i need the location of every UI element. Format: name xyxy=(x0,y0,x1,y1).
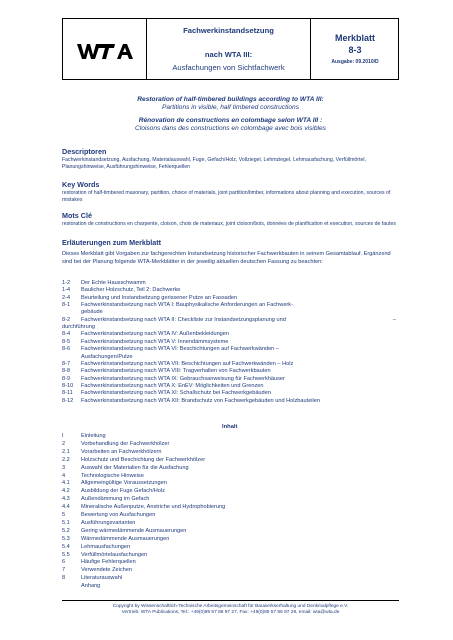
reference-number: 8-7 xyxy=(62,360,71,367)
toc-text: Mineralische Außenputze, Anstriche und Hydrophobierung xyxy=(81,504,226,511)
title-cell xyxy=(147,19,311,79)
title-en xyxy=(62,96,399,112)
reference-number: 8-11 xyxy=(62,390,73,397)
toc-text: Vorarbeiten an Fachwerkhölzern xyxy=(81,448,162,455)
header-title-line1: Fachwerkinstandsetzung xyxy=(183,26,274,35)
reference-row xyxy=(62,376,402,383)
mots-heading: Mots Clé xyxy=(62,211,92,220)
toc-text: Wärmedämmende Ausmauerungen xyxy=(81,535,170,542)
ausgabe-label: Ausgabe: 09.2010/D xyxy=(331,59,379,65)
toc-number: 4.3 xyxy=(62,496,70,503)
reference-row xyxy=(62,295,402,302)
toc-text: Lehmausfachungen xyxy=(81,543,131,550)
reference-row xyxy=(62,383,402,390)
reference-row xyxy=(62,280,402,287)
reference-text: Fachwerkinstandsetzung nach WTA VIII: Tragverhalten von Fachwerkbauten xyxy=(81,368,271,375)
merkblatt-label: Merkblatt xyxy=(334,33,375,43)
toc-number: 2 xyxy=(62,440,66,447)
reference-text: Ausfachungen/Putze xyxy=(81,353,133,360)
title-fr-sub: Cloisons dans des constructions en colombage avec bois visibles xyxy=(135,125,326,132)
reference-text: Fachwerkinstandsetzung nach WTA XI: Schallschutz bei Fachwerkgebäuden xyxy=(81,390,271,397)
header-title-line3: Ausfachungen von Sichtfachwerk xyxy=(172,63,285,72)
reference-row xyxy=(62,324,402,331)
toc-number: 4.4 xyxy=(62,504,70,511)
toc-number: 2.2 xyxy=(62,456,70,463)
reference-text: Fachwerkinstandsetzung nach WTA IX: Gebrauchsanweisung für Fachwerkhäuser xyxy=(81,375,285,382)
toc-number: 5.4 xyxy=(62,543,70,550)
toc-number: 3 xyxy=(62,464,66,471)
reference-row xyxy=(62,287,402,294)
reference-row xyxy=(62,339,402,346)
reference-text: Fachwerkinstandsetzung nach WTA I: Bauphysikalische Anforderungen an Fachwerk- xyxy=(81,302,293,309)
descriptoren-heading: Descriptoren xyxy=(62,147,107,156)
toc-text: Einleitung xyxy=(81,433,106,439)
toc-text: Verfüllmörtelausfachungen xyxy=(81,551,148,558)
reference-number: 8-2 xyxy=(62,316,71,323)
reference-dash: – xyxy=(392,316,396,323)
erlaeuterungen-heading: Erläuterungen zum Merkblatt xyxy=(62,238,162,247)
descriptoren-text: Fachwerkinstandsetzung, Ausfachung, Materialauswahl, Fuge, Gefach/Holz, Vollziegel, Lehmziegel, Lehmausfachung, Verfüllmörtel, Planungshinweise, Ausführungshinweise, Fehlerquellen xyxy=(62,157,366,170)
reference-number: 8-8 xyxy=(62,368,71,375)
header-title-line2: nach WTA III: xyxy=(204,50,253,59)
footer-copyright: Copyright by Wissenschaftlich-Technische Arbeitsgemeinschaft für Bauwerkserhaltung und Denkmalpflege e.V. xyxy=(112,604,349,609)
reference-row xyxy=(62,317,402,324)
toc-text: Gering wärmedämmende Ausmauerungen xyxy=(81,527,187,534)
reference-text: Fachwerkinstandsetzung nach WTA VII: Beschichtungen auf Fachwerkwänden – Holz xyxy=(81,360,294,367)
reference-text: Baulicher Holzschutz, Teil 2: Dachwerke xyxy=(81,287,181,294)
reference-text: Fachwerkinstandsetzung nach WTA II: Checkliste zur Instandsetzungsplanung und xyxy=(81,316,286,323)
toc-number: 6 xyxy=(62,559,66,566)
toc-number: 4.2 xyxy=(62,488,70,495)
title-en-bold: Restoration of half-timbered buildings according to WTA III: xyxy=(137,96,324,103)
reference-text: durchführung xyxy=(62,324,95,331)
toc-text: Vorbehandlung der Fachwerkhölzer xyxy=(81,440,170,447)
toc-text: Allgemeingültige Voraussetzungen xyxy=(81,480,167,487)
merkblatt-number: 8-3 xyxy=(348,45,362,55)
toc-text: Häufige Fehlerquellen xyxy=(81,559,136,566)
reference-number: 8-4 xyxy=(62,331,71,338)
logo-cell xyxy=(63,19,147,79)
reference-number: 8-12 xyxy=(62,397,74,404)
toc-text: Auswahl der Materialien für die Ausfachung xyxy=(81,464,189,471)
inhalt-heading: Inhalt xyxy=(222,424,238,430)
footer-contact: Vertrieb: WTA Publications, Tel.: +49(0)89 57 86 97 27, Fax: +49(0)89 57 86 97 29, email: wta@wta.de xyxy=(121,610,340,616)
toc-text: Anhang xyxy=(81,583,101,590)
toc-number: 7 xyxy=(62,567,66,574)
toc-text: Holzschutz und Beschichtung der Fachwerkhölzer xyxy=(81,456,206,463)
toc-text: Literaturauswahl xyxy=(81,575,123,582)
reference-text: Fachwerkinstandsetzung nach WTA IV: Außenbekleidungen xyxy=(81,331,230,338)
toc-text: Bewertung von Ausfachungen xyxy=(81,512,156,518)
erlaeuterungen-intro: Dieses Merkblatt gibt Vorgaben zur fachgerechten Instandsetzung historischer Fachwerkbauten in seinem Gesamtablauf. Ergänzend sind bei der Planung folgende WTA-Merkblätter in der jeweilig aktuellen deutschen Fassung zu beachten: xyxy=(62,251,391,265)
toc-number: 5.2 xyxy=(62,527,70,534)
toc-number: 8 xyxy=(62,575,66,582)
merkblatt-cell xyxy=(311,19,399,79)
toc-number: 5.1 xyxy=(62,519,70,526)
toc-number: 5.3 xyxy=(62,535,70,542)
toc-number: 5 xyxy=(62,512,66,518)
reference-text: Beurteilung und Instandsetzung gerissener Putze an Fassaden xyxy=(81,294,238,301)
reference-text: Fachwerkinstandsetzung nach WTA XII: Brandschutz von Fachwerkgebäuden und Holzbauteilen xyxy=(81,397,321,404)
toc-text: Außendämmung im Gefach xyxy=(81,496,150,503)
title-fr xyxy=(62,117,399,133)
keywords-heading: Key Words xyxy=(62,180,100,189)
keywords-text: restoration of half-timbered masonary, partition, choice of materials, joint partition/timber, informations about planning and execution, sources of mistakes xyxy=(62,190,391,203)
toc-text: Ausbildung der Fuge Gefach/Holz xyxy=(81,488,165,495)
reference-row xyxy=(62,368,402,375)
reference-number: 8-1 xyxy=(62,302,71,309)
toc-number: 4 xyxy=(62,472,66,479)
reference-number: 8-10 xyxy=(62,382,74,389)
reference-row xyxy=(62,309,402,316)
title-fr-bold: Rénovation de constructions en colombage selon WTA III : xyxy=(138,117,323,124)
toc-text: Ausführungsvarianten xyxy=(81,519,136,526)
reference-row xyxy=(62,331,402,338)
reference-row xyxy=(62,354,402,361)
reference-text: Fachwerkinstandsetzung nach WTA VI: Beschichtungen auf Fachwerkwänden – xyxy=(81,346,279,353)
toc-number: 4.1 xyxy=(62,480,70,487)
reference-row xyxy=(62,398,402,405)
toc-number: 5.5 xyxy=(62,551,70,558)
reference-row xyxy=(62,302,402,309)
reference-text: Fachwerkinstandsetzung nach WTA V: Innendämmsysteme xyxy=(81,338,229,345)
toc-text: Technologische Hinweise xyxy=(81,472,144,479)
reference-row xyxy=(62,390,402,397)
reference-number: 8-6 xyxy=(62,346,71,353)
reference-row xyxy=(62,361,402,368)
toc-text: Verwendete Zeichen xyxy=(81,567,132,574)
footer xyxy=(62,600,399,616)
header-table xyxy=(62,18,399,80)
reference-number: 1-4 xyxy=(62,287,71,294)
mots-text: restoration de constructions en charpente, cloison, choix de materiaux, joint cloison/bois, données de planification et execution, sources de fautes xyxy=(62,221,396,227)
toc-number: I xyxy=(62,433,64,439)
reference-number: 8-5 xyxy=(62,338,71,345)
wta-logo-icon xyxy=(77,41,135,61)
reference-text: Der Echte Hausschwamm xyxy=(81,280,146,286)
reference-number: 8-9 xyxy=(62,375,71,382)
reference-row xyxy=(62,346,402,353)
reference-number: 2-4 xyxy=(62,294,71,301)
toc-number: 2.1 xyxy=(62,448,70,455)
reference-number: 1-2 xyxy=(62,280,71,286)
title-en-sub: Partitions in visible, half timbered constructions xyxy=(161,104,300,111)
reference-text: gebäude xyxy=(81,309,103,316)
reference-text: Fachwerkinstandsetzung nach WTA X: EnEV: Möglichkeiten und Grenzen xyxy=(81,382,264,389)
